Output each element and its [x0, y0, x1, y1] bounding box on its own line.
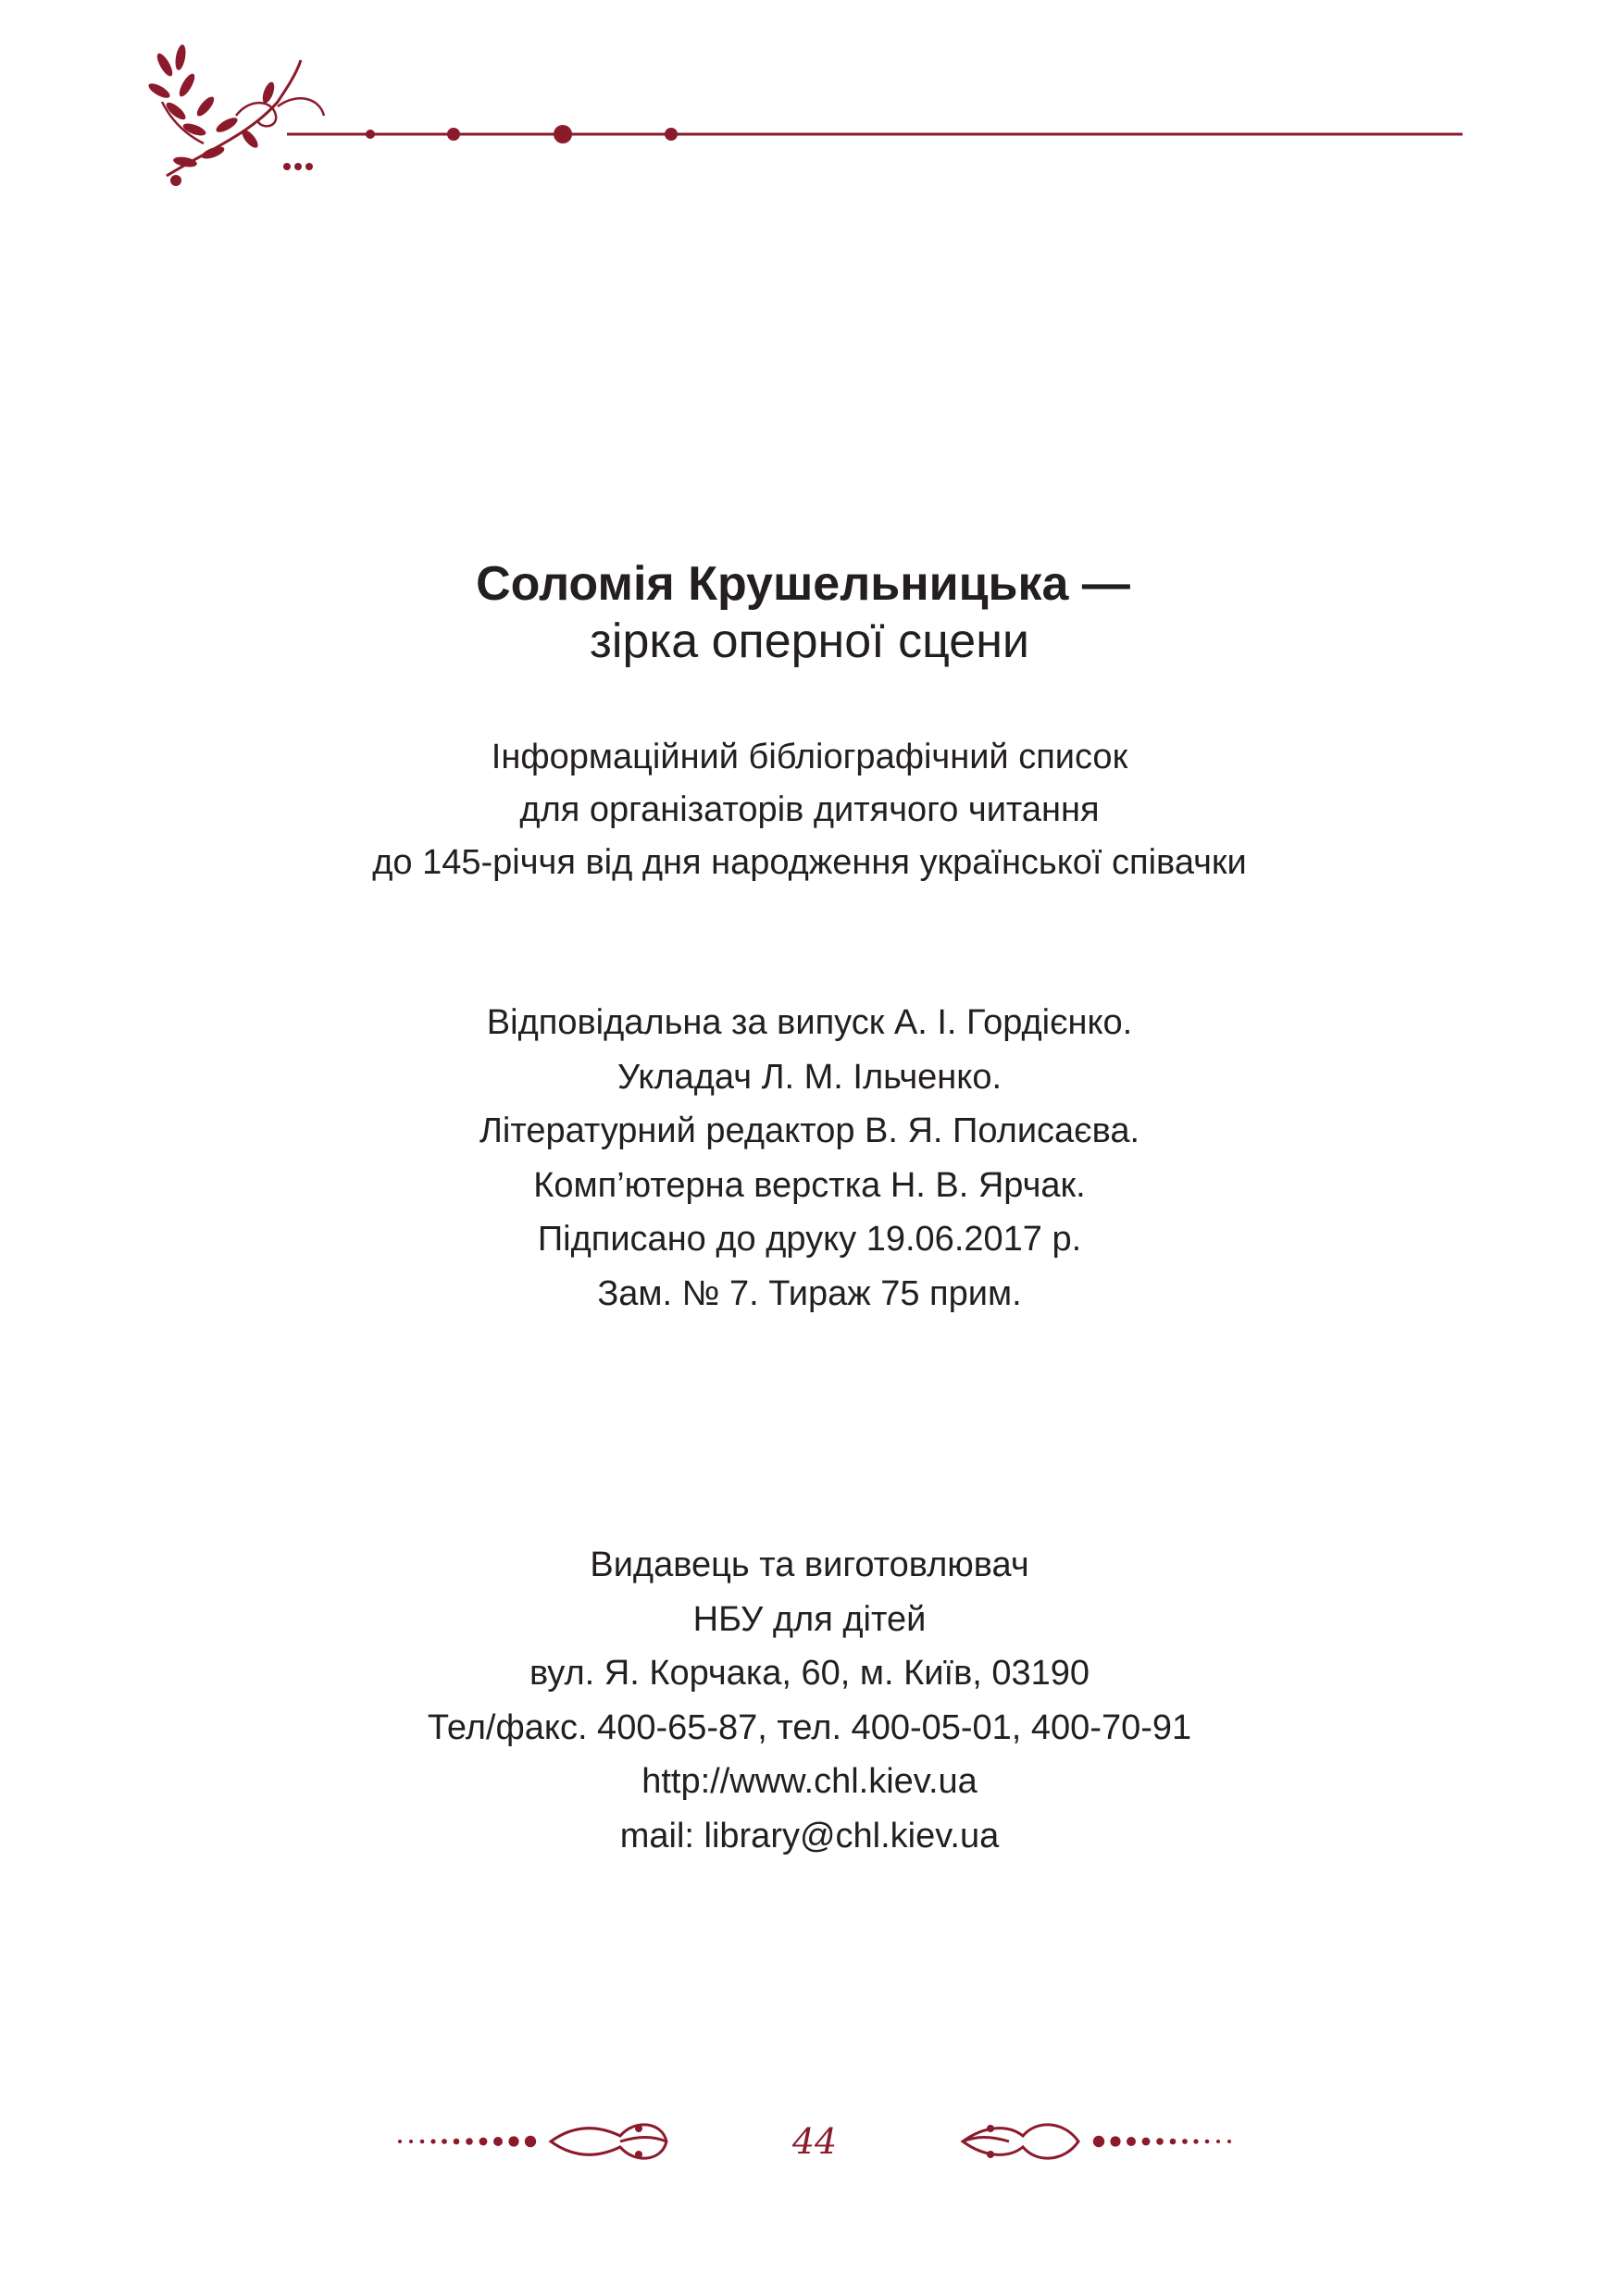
website-link[interactable]: http://www.chl.kiev.ua [641, 1762, 978, 1801]
description-line: Інформаційний бібліографічний список [491, 738, 1128, 776]
page-subtitle: зірка оперної сцени [590, 614, 1029, 668]
publisher-block [0, 1538, 1619, 1863]
email-link[interactable]: mail: library@chl.kiev.ua [619, 1816, 1000, 1855]
credits-line: Відповідальна за випуск А. І. Гордієнко. [486, 1003, 1133, 1042]
publisher-line: НБУ для дітей [692, 1599, 927, 1639]
description-line: для організаторів дитячого читання [519, 790, 1100, 829]
description-block [0, 731, 1619, 889]
page-title: Соломія Крушельницька — [476, 557, 1130, 611]
page-number: 44 [791, 2121, 838, 2162]
credits-block [0, 996, 1619, 1321]
publisher-line: Видавець та виготовлювач [590, 1545, 1029, 1584]
header-ornament [148, 37, 1463, 194]
footer-ornament [398, 2108, 1231, 2175]
publisher-line: Тел/факс. 400-65-87, тел. 400-05-01, 400-70-91 [427, 1707, 1192, 1747]
credits-line: Комп’ютерна верстка Н. В. Ярчак. [533, 1165, 1086, 1205]
publisher-line: вул. Я. Корчака, 60, м. Київ, 03190 [529, 1654, 1090, 1693]
credits-line: Літературний редактор В. Я. Полисаєва. [479, 1111, 1140, 1150]
title-block [0, 555, 1619, 670]
description-line: до 145-річчя від дня народження української співачки [372, 843, 1247, 882]
credits-line: Зам. № 7. Тираж 75 прим. [597, 1273, 1022, 1313]
credits-line: Укладач Л. М. Ільченко. [616, 1057, 1003, 1097]
credits-line: Підписано до друку 19.06.2017 р. [537, 1220, 1082, 1259]
floral-branch-icon [148, 43, 324, 186]
